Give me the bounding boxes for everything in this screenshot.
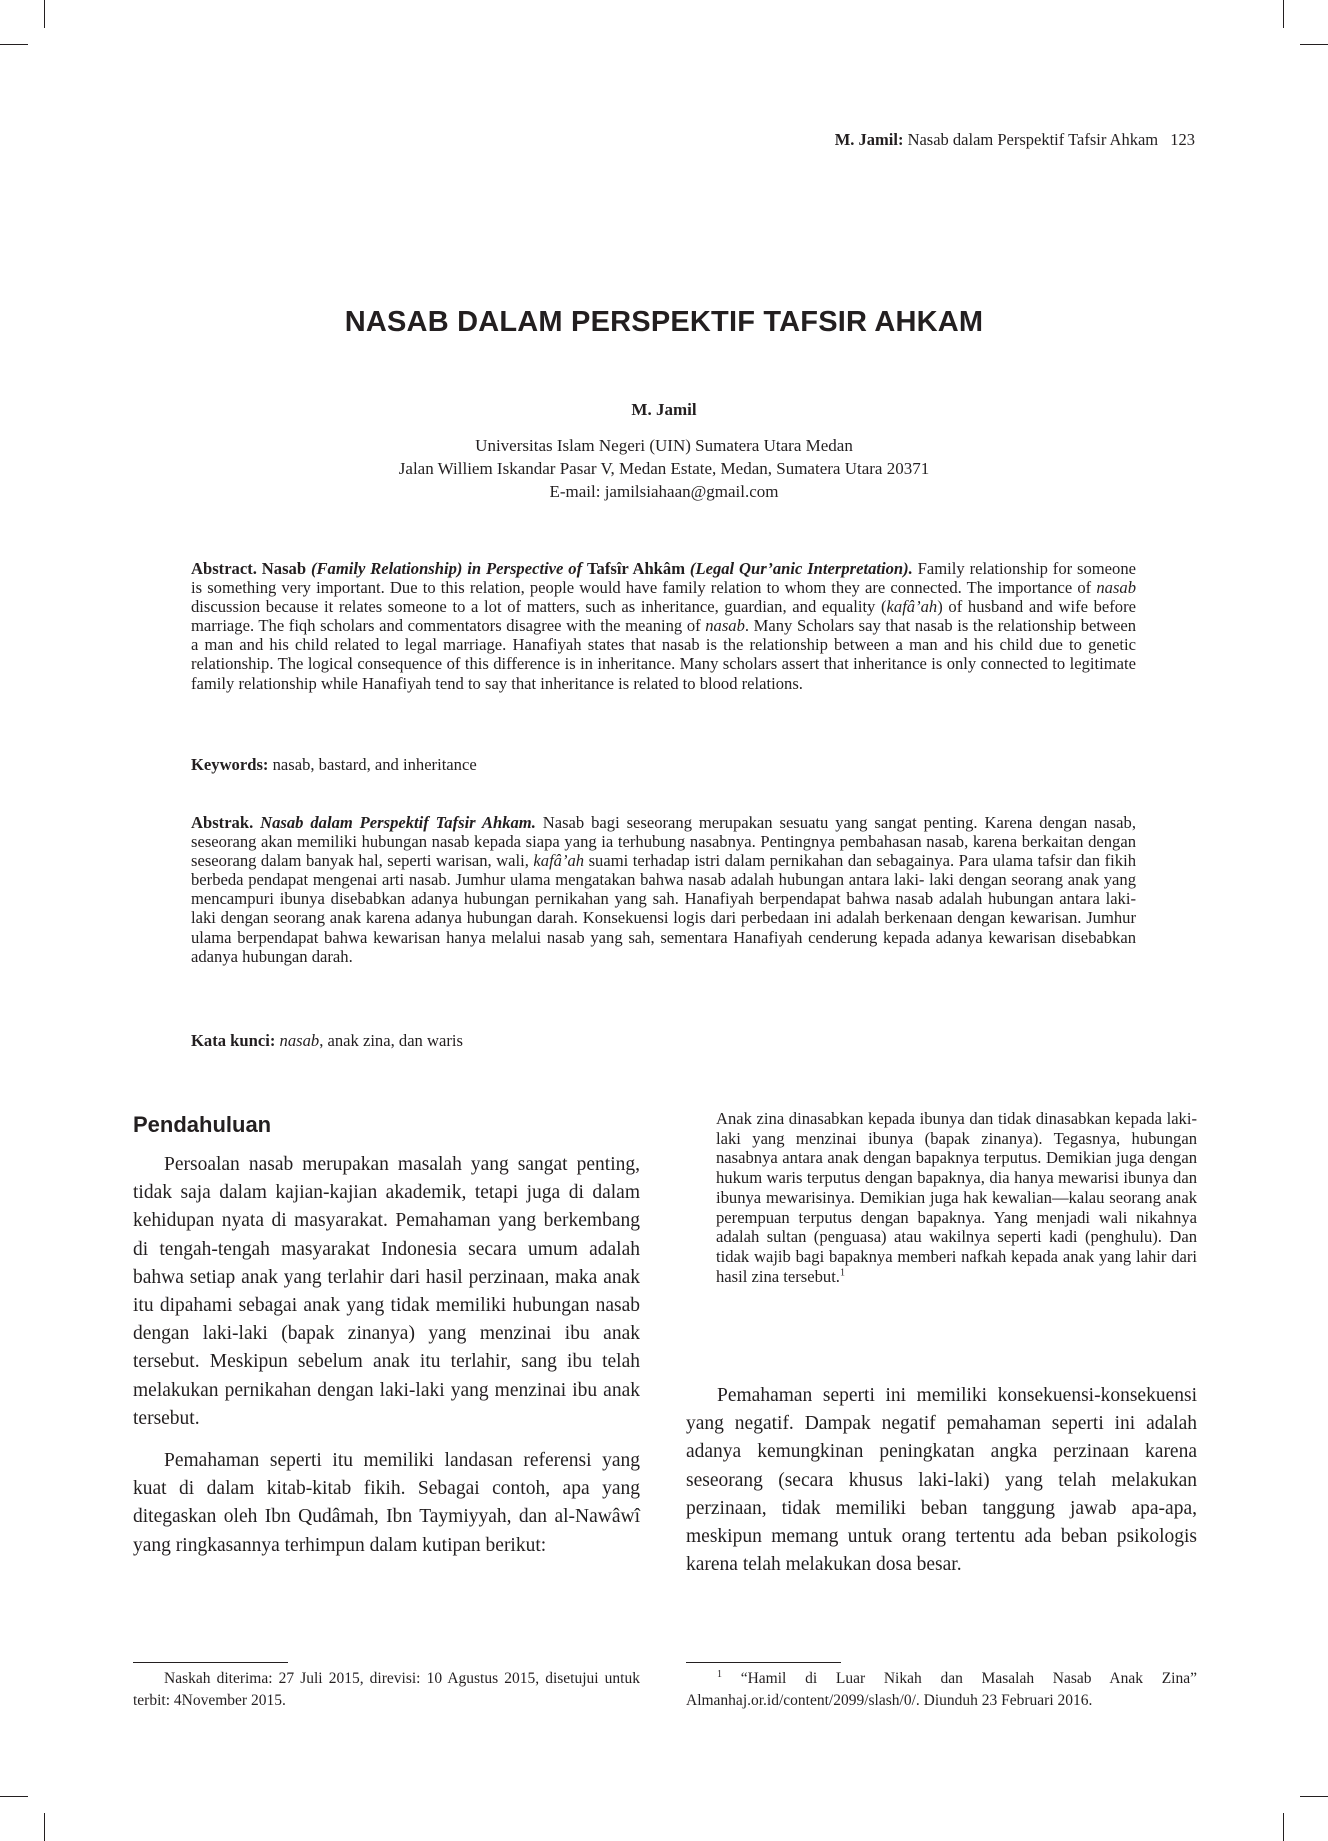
running-head-author: M. Jamil: xyxy=(834,130,904,149)
page-number: 123 xyxy=(1170,130,1195,149)
article-title: NASAB DALAM PERSPEKTIF TAFSIR AHKAM xyxy=(344,306,984,338)
crop-mark xyxy=(1283,1813,1284,1841)
crop-mark xyxy=(0,1796,28,1797)
crop-mark xyxy=(0,44,28,45)
kata-kunci-italic: nasab xyxy=(279,1031,320,1050)
crop-mark xyxy=(1283,0,1284,28)
right-column xyxy=(686,1382,1197,1579)
abstract-title-word: Nasab xyxy=(261,559,307,578)
running-head xyxy=(835,130,1195,150)
abstract-indonesian xyxy=(191,813,1136,966)
body-paragraph: Persoalan nasab merupakan masalah yang sangat penting, tidak saja dalam kajian-kajian akademik, tetapi juga di dalam kehidupan nyata di masyarakat. Pemahaman yang berkembang di tengah-tengah masyarakat Indonesia secara umum adalah bahwa setiap anak yang terlahir dari hasil perzinaan, maka anak itu dipahami sebagai anak yang tidak memiliki hubungan nasab dengan laki-laki (bapak zinanya) yang menzinai ibu anak tersebut. Meskipun sebelum anak itu terlahir, sang ibu telah melakukan pernikahan dengan laki-laki yang menzinai ibu anak tersebut. xyxy=(133,1154,640,1429)
crop-mark xyxy=(44,1813,45,1841)
abstract-text: discussion because it relates someone to a lot of matters, such as inheritance, guardian, and equality ( xyxy=(191,597,887,617)
footnote-rule xyxy=(686,1662,841,1663)
keywords-label: Keywords: xyxy=(191,755,269,774)
keywords-indonesian xyxy=(191,1031,1136,1051)
abstract-italic-term: nasab xyxy=(705,616,745,636)
abstrak-label: Abstrak. xyxy=(191,813,254,832)
abstrak-italic-term: kafâ’ah xyxy=(533,851,585,871)
abstrak-title: Nasab dalam Perspektif Tafsir Ahkam. xyxy=(260,813,536,832)
affiliation-email: E-mail: jamilsiahaan@gmail.com xyxy=(549,482,779,501)
author-name: M. Jamil xyxy=(631,400,697,419)
abstract-italic-term: nasab xyxy=(1096,578,1136,598)
abstrak-text: Nasab bagi seseorang merupakan sesuatu yang sangat penting. Karena dengan nasab, seseorang akan memiliki hubungan nasab kepada siapa yang ia terhubung nasabnya. Pentingnya pembahasan nasab, karena berkaitan dengan seseorang dalam banyak hal, seperti warisan, wali, xyxy=(191,813,1136,871)
abstract-title-gloss: (Legal Qur’anic Interpretation). xyxy=(689,559,913,578)
body-paragraph: Pemahaman seperti itu memiliki landasan referensi yang kuat di dalam kitab-kitab fikih. Sebagai contoh, apa yang ditegaskan oleh Ibn Qudâmah, Ibn Taymiyyah, dan al-Nawâwî yang ringkasannya terhimpun dalam kutipan berikut: xyxy=(133,1450,640,1556)
abstract-english xyxy=(191,559,1136,693)
block-quote xyxy=(716,1109,1197,1286)
affiliation-address: Jalan Williem Iskandar Pasar V, Medan Estate, Medan, Sumatera Utara 20371 xyxy=(398,459,930,478)
footnote-rule xyxy=(133,1662,288,1663)
abstract-italic-term: kafâ’ah xyxy=(886,597,938,617)
kata-kunci-value: , anak zina, dan waris xyxy=(319,1031,463,1050)
abstract-text: ) of husband and wife before marriage. The fiqh scholars and commentators disagree with the meaning of xyxy=(191,597,1136,636)
left-column xyxy=(133,1151,640,1560)
abstract-text: Family relationship for someone is something very important. Due to this relation, people would have family relation to whom they are connected. The importance of xyxy=(191,559,1137,598)
abstract-label: Abstract. xyxy=(191,559,257,578)
footnote-marker: 1 xyxy=(839,1267,845,1279)
keywords-value: nasab, bastard, and inheritance xyxy=(268,755,477,774)
affiliation xyxy=(0,434,1328,503)
quote-text: Anak zina dinasabkan kepada ibunya dan tidak dinasabkan kepada laki-laki yang menzinai ibunya (bapak zinanya). Tegasnya, hubungan nasabnya antara anak dengan bapaknya terputus. Demikian juga dengan hukum waris terputus dengan bapaknya, dia hanya mewarisi ibunya dan ibunya mewarisinya. Demikian juga hak kewalian—kalau seorang anak perempuan terputus dengan bapaknya. Yang menjadi wali nikahnya adalah sultan (penguasa) atau wakilnya seperti kadi (penghulu). Dan tidak wajib bagi bapaknya memberi nafkah kepada anak yang lahir dari hasil zina tersebut. xyxy=(716,1109,1197,1286)
abstract-text: . Many Scholars say that nasab is the relationship between a man and his child related to legal marriage. Hanafiyah states that nasab is the relationship between a man and his child due to genetic relationship. The logical consequence of this difference is in inheritance. Many scholars assert that inheritance is only connected to legitimate family relationship while Hanafiyah tend to say that inheritance is related to blood relations. xyxy=(191,616,1136,693)
crop-mark xyxy=(1300,44,1328,45)
keywords-english xyxy=(191,755,1136,775)
abstrak-text: suami terhadap istri dalam pernikahan dan sebagainya. Para ulama tafsir dan fikih berbeda pendapat mengenai arti nasab. Jumhur ulama mengatakan bahwa nasab adalah hubungan antara laki- laki dengan seorang anak yang mencampuri ibunya disebabkan adanya hubungan pernikahan yang sah. Hanafiyah berpendapat bahwa nasab adalah hubungan antara laki-laki dengan seorang anak karena adanya hubungan darah. Konsekuensi logis dari perbedaan ini adalah berkenaan dengan kewarisan. Jumhur ulama berpendapat bahwa kewarisan hanya melalui nasab yang sah, sementara Hanafiyah cenderung kepada adanya kewarisan disebabkan adanya hubungan darah. xyxy=(191,851,1136,966)
crop-mark xyxy=(1300,1796,1328,1797)
crop-mark xyxy=(44,0,45,28)
footnote-number: 1 xyxy=(717,1668,722,1680)
affiliation-institution: Universitas Islam Negeri (UIN) Sumatera Utara Medan xyxy=(475,436,853,455)
footnote-text: “Hamil di Luar Nikah dan Masalah Nasab Anak Zina” Almanhaj.or.id/content/2099/slash/0/. Diunduh 23 Februari 2016. xyxy=(686,1670,1197,1709)
abstract-title-term: Tafsîr Ahkâm xyxy=(587,559,686,578)
running-head-title: Nasab dalam Perspektif Tafsir Ahkam xyxy=(907,130,1159,149)
section-heading: Pendahuluan xyxy=(133,1112,272,1137)
body-paragraph: Pemahaman seperti ini memiliki konsekuensi-konsekuensi yang negatif. Dampak negatif pemahaman seperti ini adalah adanya kemungkinan peningkatan angka perzinaan karena seseorang (secara khusus laki-laki) yang telah melakukan perzinaan, tidak memiliki beban tanggung jawab apa-apa, meskipun memang untuk orang tertentu ada beban psikologis karena telah melakukan dosa besar. xyxy=(686,1385,1197,1576)
kata-kunci-label: Kata kunci: xyxy=(191,1031,276,1050)
abstract-title-italic: (Family Relationship) in Perspective of xyxy=(310,559,583,578)
footnote-left: Naskah diterima: 27 Juli 2015, direvisi: 10 Agustus 2015, disetujui untuk terbit: 4November 2015. xyxy=(133,1670,640,1709)
footnote-right xyxy=(686,1668,1197,1712)
